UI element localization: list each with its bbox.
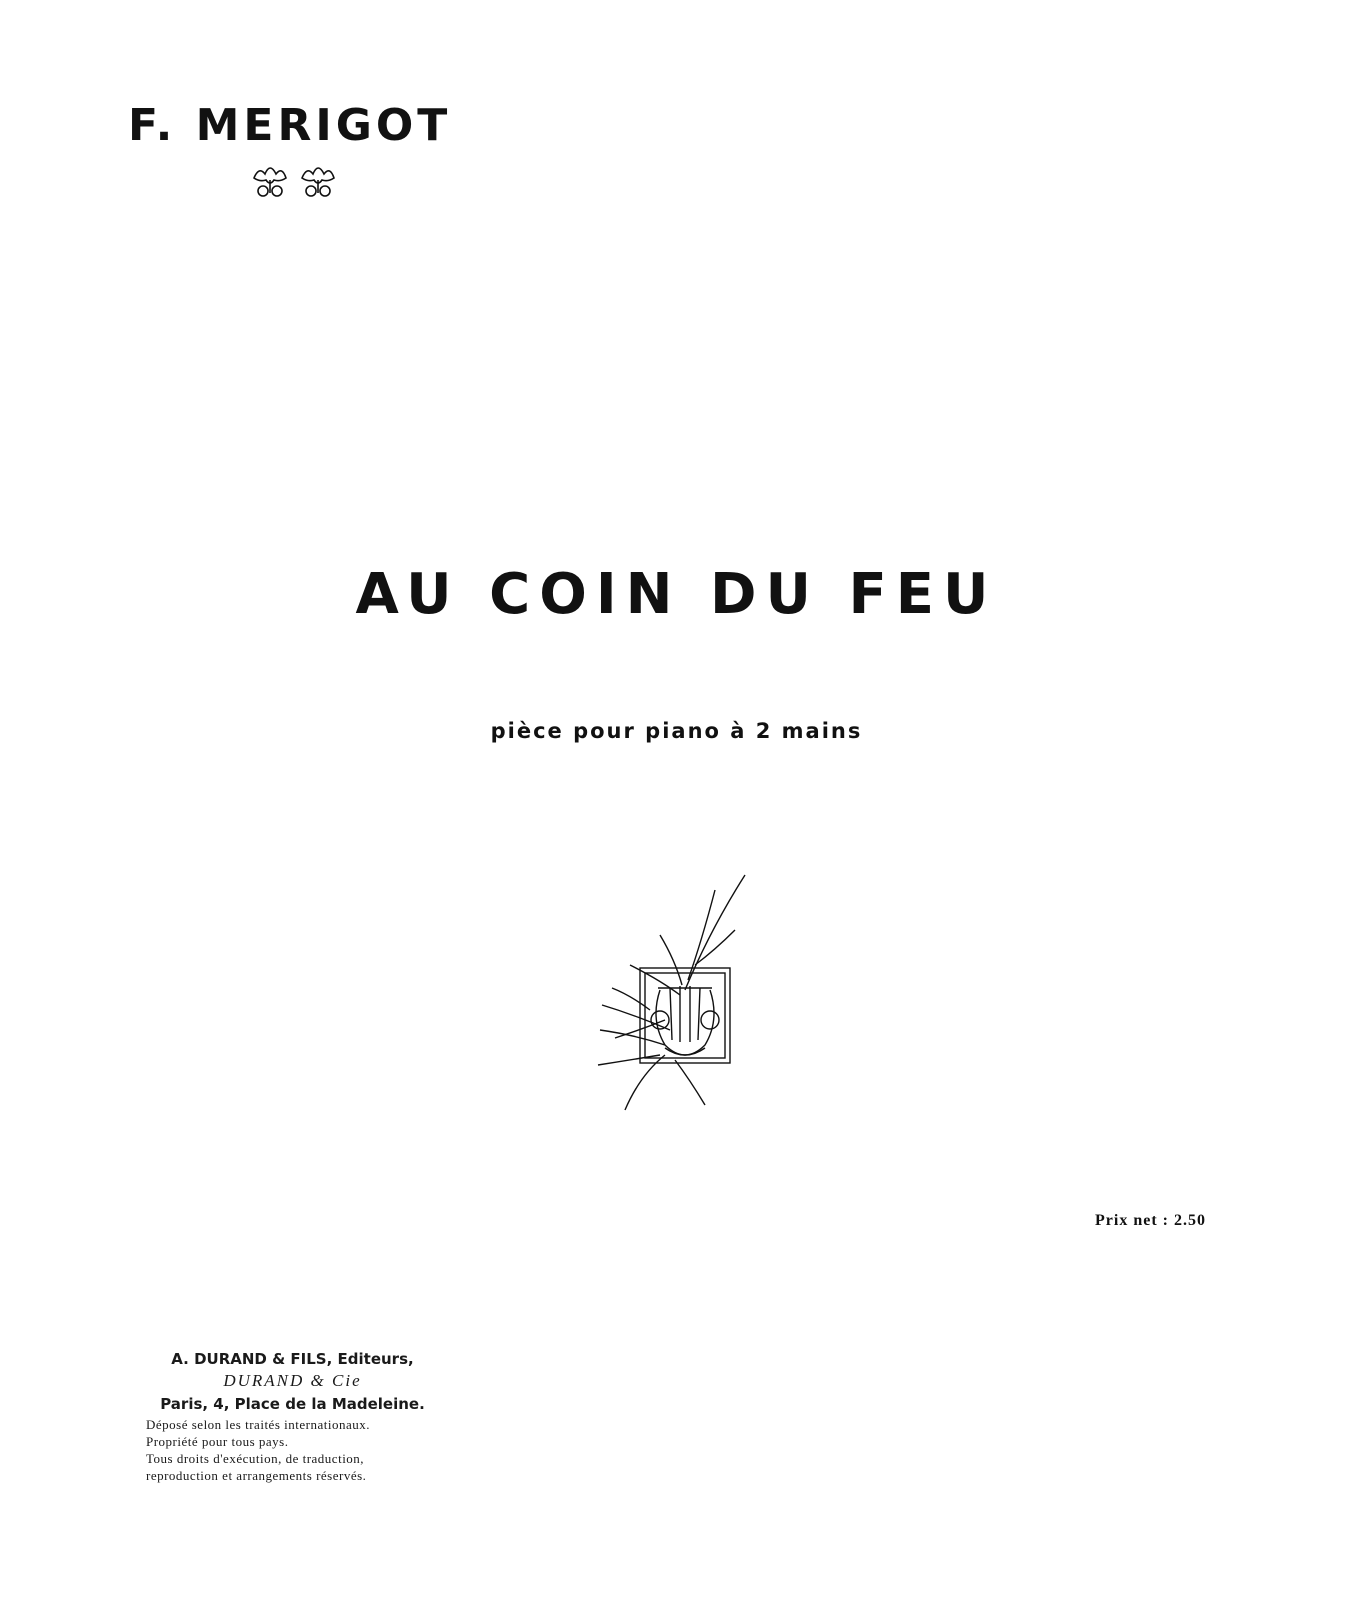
- legal-line: Déposé selon les traités internationaux.: [146, 1417, 370, 1432]
- piece-title: AU COIN DU FEU: [355, 562, 998, 627]
- lyre-emblem-icon: [590, 870, 760, 1115]
- legal-line: Tous droits d'exécution, de traduction,: [146, 1451, 365, 1466]
- publisher-block: [120, 1348, 465, 1484]
- composer-name: F. MERIGOT: [128, 100, 452, 151]
- publisher-address: Paris, 4, Place de la Madeleine.: [160, 1395, 425, 1413]
- legal-line: Propriété pour tous pays.: [146, 1434, 289, 1449]
- publisher-alt-name: DURAND & Cie: [223, 1371, 362, 1390]
- leaf-ornament-icon: [254, 168, 286, 196]
- price: Prix net : 2.50: [1095, 1212, 1206, 1229]
- leaf-ornament-icon: [302, 168, 334, 196]
- legal-line: reproduction et arrangements réservés.: [146, 1468, 367, 1483]
- piece-subtitle: pièce pour piano à 2 mains: [490, 719, 863, 743]
- leaf-ornaments: [250, 160, 340, 202]
- publisher-name: A. DURAND & FILS, Editeurs,: [171, 1350, 414, 1368]
- legal-notice: [120, 1416, 465, 1484]
